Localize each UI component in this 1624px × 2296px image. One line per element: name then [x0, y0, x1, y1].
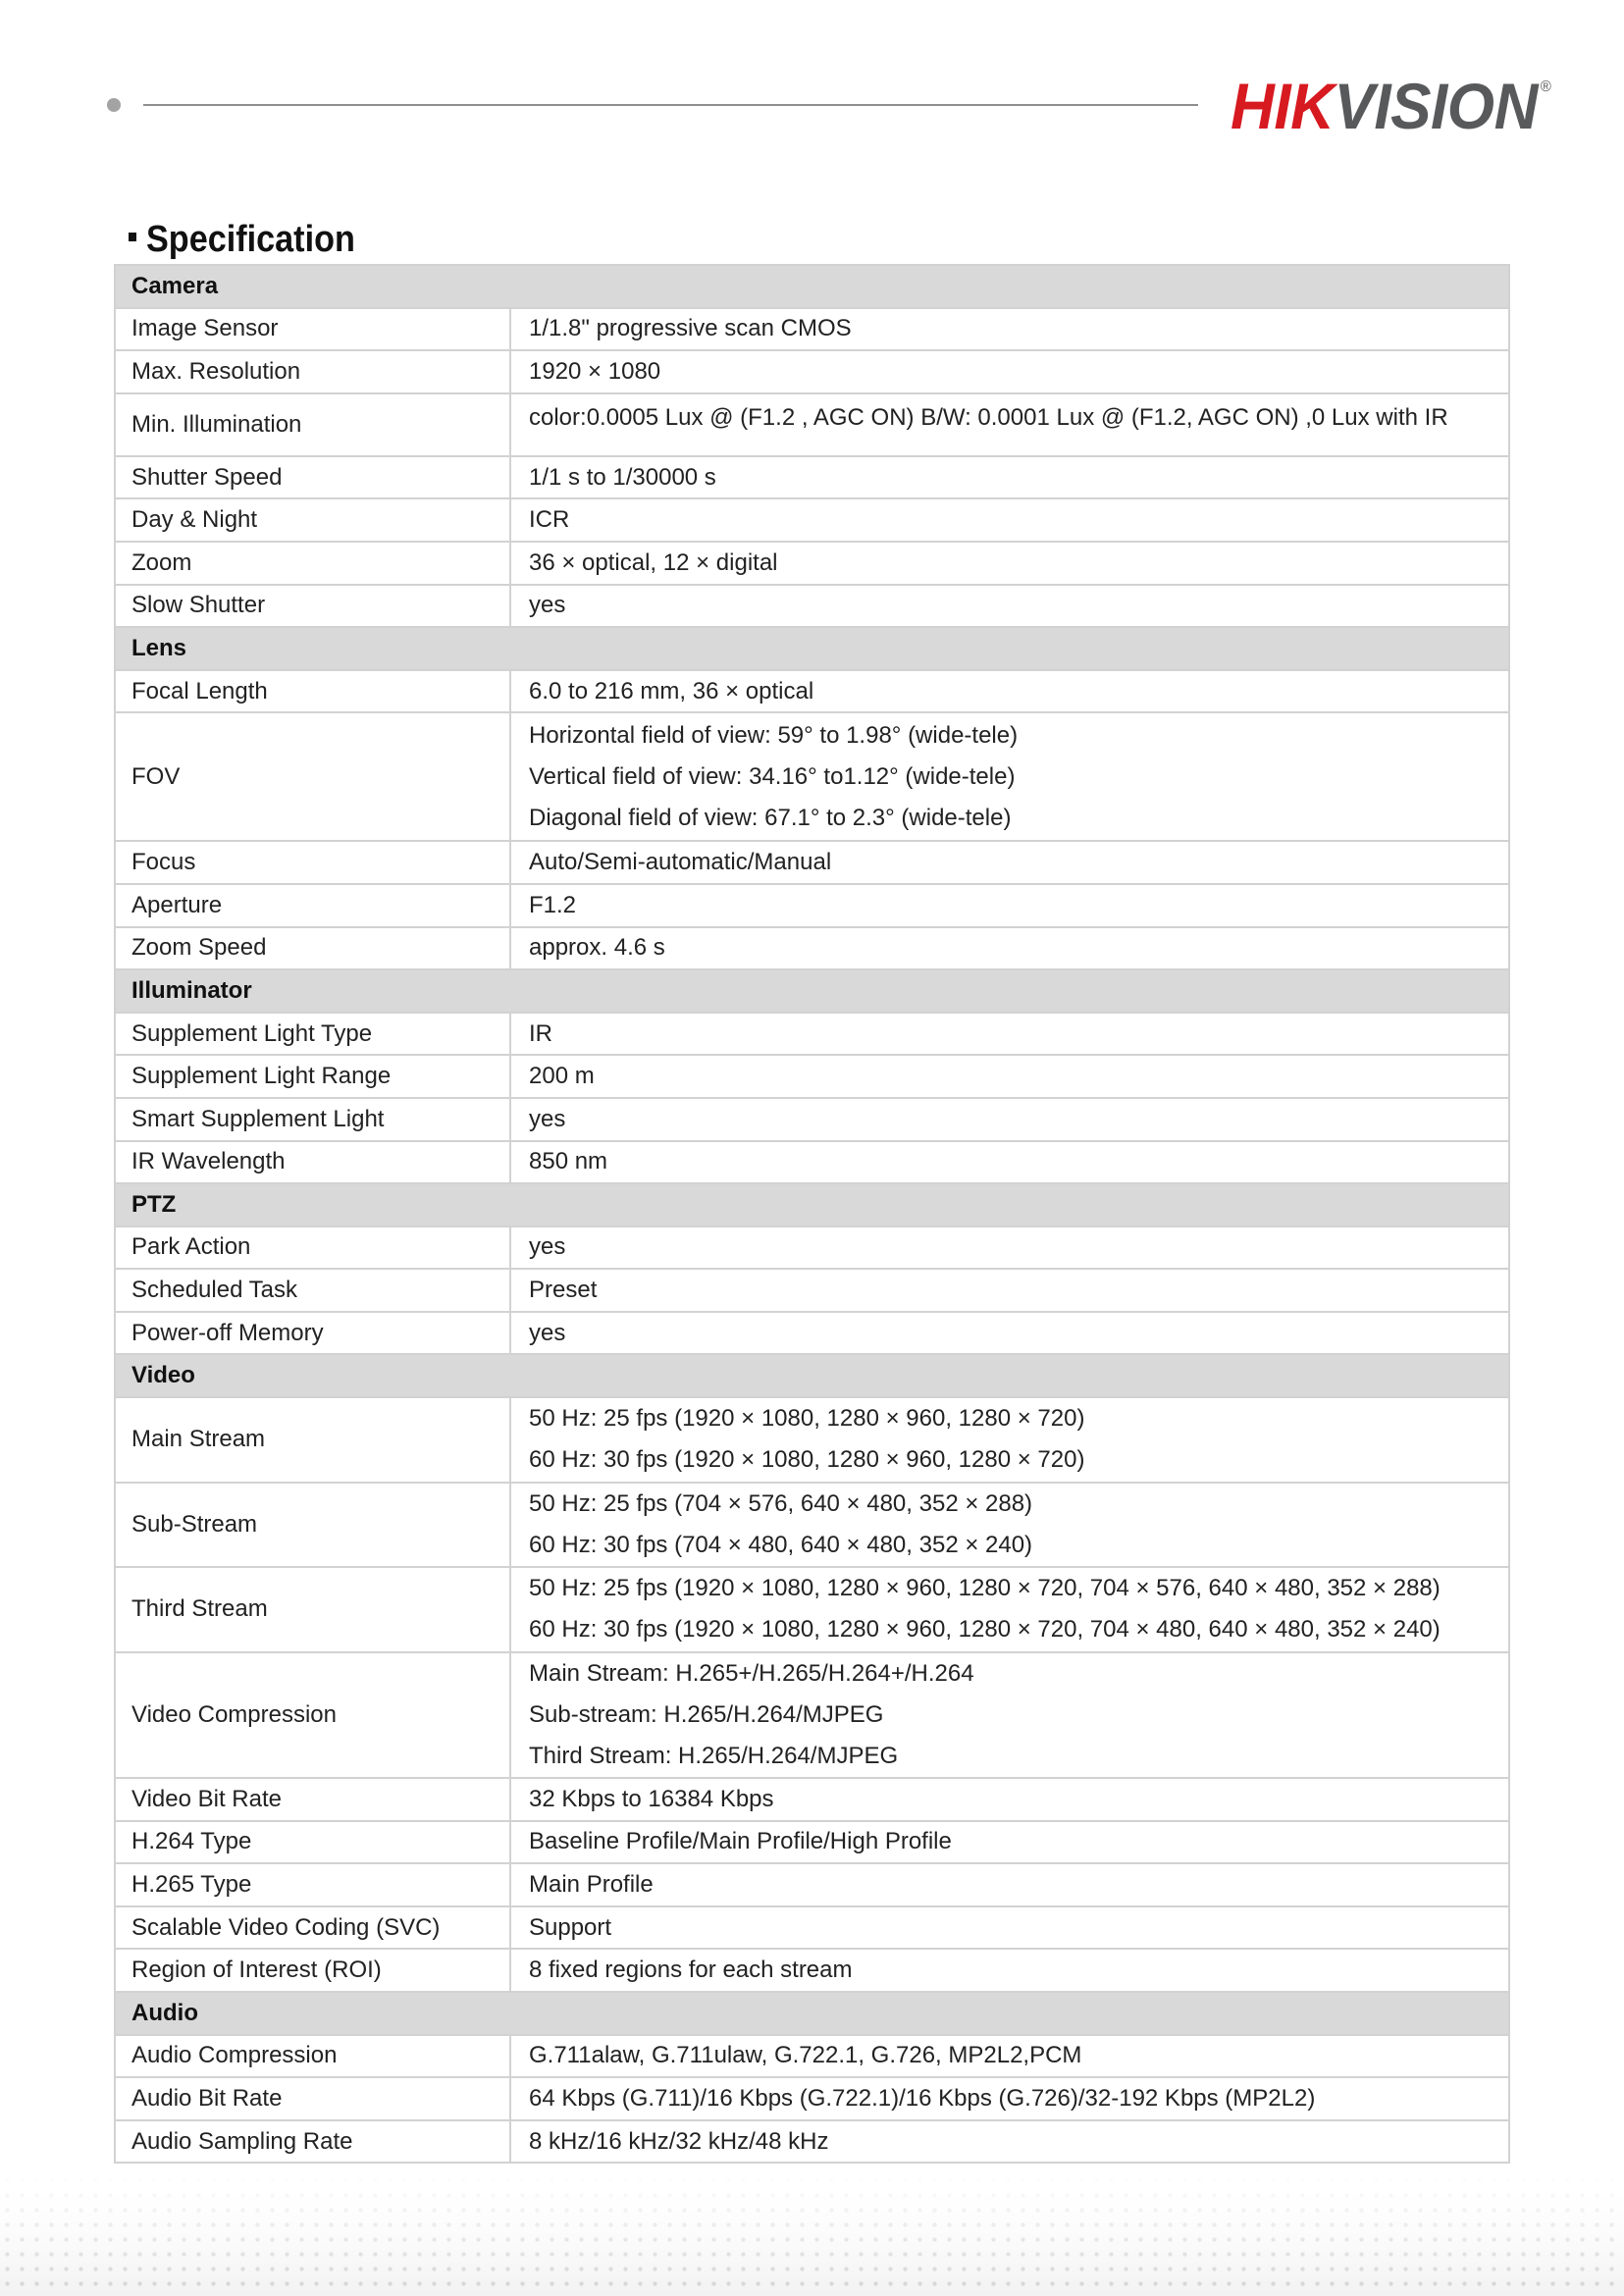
value-line: Main Stream: H.265+/H.265/H.264+/H.264: [529, 1659, 974, 1687]
row-max-resolution: [116, 351, 1508, 394]
row-day-night: [116, 499, 1508, 543]
value-text: ICR: [529, 506, 570, 534]
value-text: yes: [529, 592, 566, 619]
section-title: Video: [131, 1362, 195, 1389]
row-value: [511, 1398, 1508, 1482]
value-text: 8 kHz/16 kHz/32 kHz/48 kHz: [529, 2127, 829, 2155]
row-value: [511, 1779, 1508, 1820]
row-video-bit-rate: [116, 1779, 1508, 1822]
value-text: Preset: [529, 1277, 598, 1304]
row-scheduled-task: [116, 1270, 1508, 1313]
row-value: [511, 1568, 1508, 1651]
section-title: Camera: [131, 272, 219, 299]
row-focal-length: [116, 671, 1508, 714]
value-text: Auto/Semi-automatic/Manual: [529, 849, 832, 876]
row-audio-sampling-rate: [116, 2121, 1508, 2165]
section-header-lens: [116, 628, 1508, 671]
row-video-compression: [116, 1653, 1508, 1780]
value-text: 36 × optical, 12 × digital: [529, 548, 778, 576]
row-label: Region of Interest (ROI): [116, 1950, 511, 1991]
row-label: Focal Length: [116, 671, 511, 712]
section-header-camera: [116, 266, 1508, 309]
row-h264-type: [116, 1822, 1508, 1865]
value-text: yes: [529, 1233, 566, 1261]
section-header-video: [116, 1355, 1508, 1398]
row-h265-type: [116, 1864, 1508, 1907]
row-power-off-memory: [116, 1313, 1508, 1356]
value-line: Third Stream: H.265/H.264/MJPEG: [529, 1742, 899, 1769]
value-line: 50 Hz: 25 fps (1920 × 1080, 1280 × 960, 1280 × 720, 704 × 576, 640 × 480, 352 × 288): [529, 1575, 1441, 1602]
row-zoom-speed: [116, 928, 1508, 971]
row-image-sensor: [116, 309, 1508, 352]
row-value: [511, 394, 1508, 455]
value-text: approx. 4.6 s: [529, 934, 665, 962]
row-label: H.265 Type: [116, 1864, 511, 1905]
row-min-illumination: [116, 394, 1508, 457]
row-value: [511, 1653, 1508, 1778]
value-line: 60 Hz: 30 fps (1920 × 1080, 1280 × 960, 1280 × 720): [529, 1446, 1085, 1474]
row-label: Aperture: [116, 885, 511, 926]
row-value: [511, 1014, 1508, 1055]
value-text: IR: [529, 1019, 552, 1047]
section-header-audio: [116, 1993, 1508, 2036]
header-divider: [143, 104, 1198, 106]
row-third-stream: [116, 1568, 1508, 1653]
row-value: [511, 1270, 1508, 1311]
value-text: Main Profile: [529, 1871, 654, 1899]
row-label: IR Wavelength: [116, 1142, 511, 1183]
value-line: 60 Hz: 30 fps (704 × 480, 640 × 480, 352 × 240): [529, 1531, 1033, 1558]
row-label: Smart Supplement Light: [116, 1099, 511, 1140]
value-text: color:0.0005 Lux @ (F1.2 , AGC ON) B/W: 0.0001 Lux @ (F1.2, AGC ON) ,0 Lux with IR: [529, 403, 1448, 431]
value-line: Vertical field of view: 34.16° to1.12° (wide-tele): [529, 762, 1016, 790]
value-text: yes: [529, 1105, 566, 1132]
row-label: Audio Sampling Rate: [116, 2121, 511, 2163]
value-text: 8 fixed regions for each stream: [529, 1957, 853, 1984]
row-label: Audio Bit Rate: [116, 2078, 511, 2119]
value-line: Sub-stream: H.265/H.264/MJPEG: [529, 1700, 884, 1728]
hikvision-logo: [1231, 70, 1551, 142]
row-label: Zoom Speed: [116, 928, 511, 969]
row-label: Audio Compression: [116, 2036, 511, 2077]
section-title: Illuminator: [131, 976, 252, 1004]
row-ir-wavelength: [116, 1142, 1508, 1185]
decorative-dot-pattern: [0, 2173, 1624, 2296]
value-text: 1/1 s to 1/30000 s: [529, 463, 716, 491]
row-aperture: [116, 885, 1508, 928]
row-value: [511, 1313, 1508, 1354]
row-label: Park Action: [116, 1227, 511, 1269]
value-text: yes: [529, 1319, 566, 1346]
row-label: Supplement Light Type: [116, 1014, 511, 1055]
row-value: [511, 713, 1508, 840]
row-sub-stream: [116, 1484, 1508, 1569]
value-text: G.711alaw, G.711ulaw, G.722.1, G.726, MP2L2,PCM: [529, 2042, 1082, 2069]
row-supplement-light-range: [116, 1056, 1508, 1099]
row-value: [511, 543, 1508, 584]
row-value: [511, 885, 1508, 926]
row-park-action: [116, 1227, 1508, 1271]
row-fov: [116, 713, 1508, 842]
row-roi: [116, 1950, 1508, 1993]
row-value: [511, 842, 1508, 883]
row-value: [511, 671, 1508, 712]
row-label: Video Compression: [116, 1653, 511, 1778]
row-value: [511, 1142, 1508, 1183]
square-bullet-icon: [129, 233, 136, 241]
row-value: [511, 1864, 1508, 1905]
row-label: Min. Illumination: [116, 394, 511, 455]
section-header-illuminator: [116, 970, 1508, 1014]
row-value: [511, 351, 1508, 392]
value-text: 32 Kbps to 16384 Kbps: [529, 1785, 774, 1812]
value-text: 64 Kbps (G.711)/16 Kbps (G.722.1)/16 Kbps (G.726)/32-192 Kbps (MP2L2): [529, 2085, 1316, 2113]
registered-mark: ®: [1540, 78, 1551, 95]
value-text: 850 nm: [529, 1148, 608, 1175]
logo-text-gray: VISION: [1334, 70, 1538, 142]
row-audio-bit-rate: [116, 2078, 1508, 2121]
row-value: [511, 1907, 1508, 1949]
row-value: [511, 1822, 1508, 1863]
section-title: Lens: [131, 634, 187, 661]
section-title: PTZ: [131, 1190, 177, 1218]
circle-dot-icon: [107, 98, 121, 112]
value-line: 50 Hz: 25 fps (1920 × 1080, 1280 × 960, 1280 × 720): [529, 1405, 1085, 1433]
row-label: Third Stream: [116, 1568, 511, 1651]
row-smart-supplement-light: [116, 1099, 1508, 1142]
row-label: Video Bit Rate: [116, 1779, 511, 1820]
row-value: [511, 1099, 1508, 1140]
page-title: Specification: [146, 219, 355, 260]
row-svc: [116, 1907, 1508, 1951]
row-label: Shutter Speed: [116, 457, 511, 498]
row-label: H.264 Type: [116, 1822, 511, 1863]
value-text: 1/1.8" progressive scan CMOS: [529, 315, 852, 342]
row-focus: [116, 842, 1508, 885]
specification-table: [114, 264, 1510, 2164]
row-label: Focus: [116, 842, 511, 883]
row-value: [511, 1056, 1508, 1097]
row-label: Scheduled Task: [116, 1270, 511, 1311]
value-line: 60 Hz: 30 fps (1920 × 1080, 1280 × 960, 1280 × 720, 704 × 480, 640 × 480, 352 × 240): [529, 1616, 1441, 1644]
row-label: Power-off Memory: [116, 1313, 511, 1354]
row-value: [511, 499, 1508, 541]
section-header-ptz: [116, 1184, 1508, 1227]
row-label: Max. Resolution: [116, 351, 511, 392]
row-value: [511, 1227, 1508, 1269]
row-main-stream: [116, 1398, 1508, 1484]
row-value: [511, 309, 1508, 350]
value-text: 200 m: [529, 1063, 595, 1090]
row-zoom: [116, 543, 1508, 586]
row-audio-compression: [116, 2036, 1508, 2079]
row-value: [511, 2078, 1508, 2119]
row-value: [511, 1484, 1508, 1567]
value-line: 50 Hz: 25 fps (704 × 576, 640 × 480, 352 × 288): [529, 1489, 1033, 1517]
row-label: Sub-Stream: [116, 1484, 511, 1567]
row-label: Scalable Video Coding (SVC): [116, 1907, 511, 1949]
row-supplement-light-type: [116, 1014, 1508, 1057]
row-label: Image Sensor: [116, 309, 511, 350]
row-label: FOV: [116, 713, 511, 840]
value-line: Horizontal field of view: 59° to 1.98° (wide-tele): [529, 721, 1019, 749]
value-text: Baseline Profile/Main Profile/High Profile: [529, 1828, 952, 1855]
row-value: [511, 2121, 1508, 2163]
row-value: [511, 457, 1508, 498]
row-label: Slow Shutter: [116, 586, 511, 627]
row-value: [511, 928, 1508, 969]
row-label: Supplement Light Range: [116, 1056, 511, 1097]
row-shutter-speed: [116, 457, 1508, 500]
value-text: Support: [529, 1913, 612, 1941]
row-label: Main Stream: [116, 1398, 511, 1482]
value-line: Diagonal field of view: 67.1° to 2.3° (wide-tele): [529, 804, 1012, 831]
row-value: [511, 586, 1508, 627]
value-text: 1920 × 1080: [529, 357, 661, 385]
value-text: F1.2: [529, 891, 577, 918]
row-value: [511, 2036, 1508, 2077]
logo-text-red: HIK: [1231, 70, 1335, 142]
value-text: 6.0 to 216 mm, 36 × optical: [529, 677, 814, 704]
row-label: Day & Night: [116, 499, 511, 541]
row-value: [511, 1950, 1508, 1991]
section-title: Audio: [131, 1999, 198, 2026]
row-slow-shutter: [116, 586, 1508, 629]
row-label: Zoom: [116, 543, 511, 584]
